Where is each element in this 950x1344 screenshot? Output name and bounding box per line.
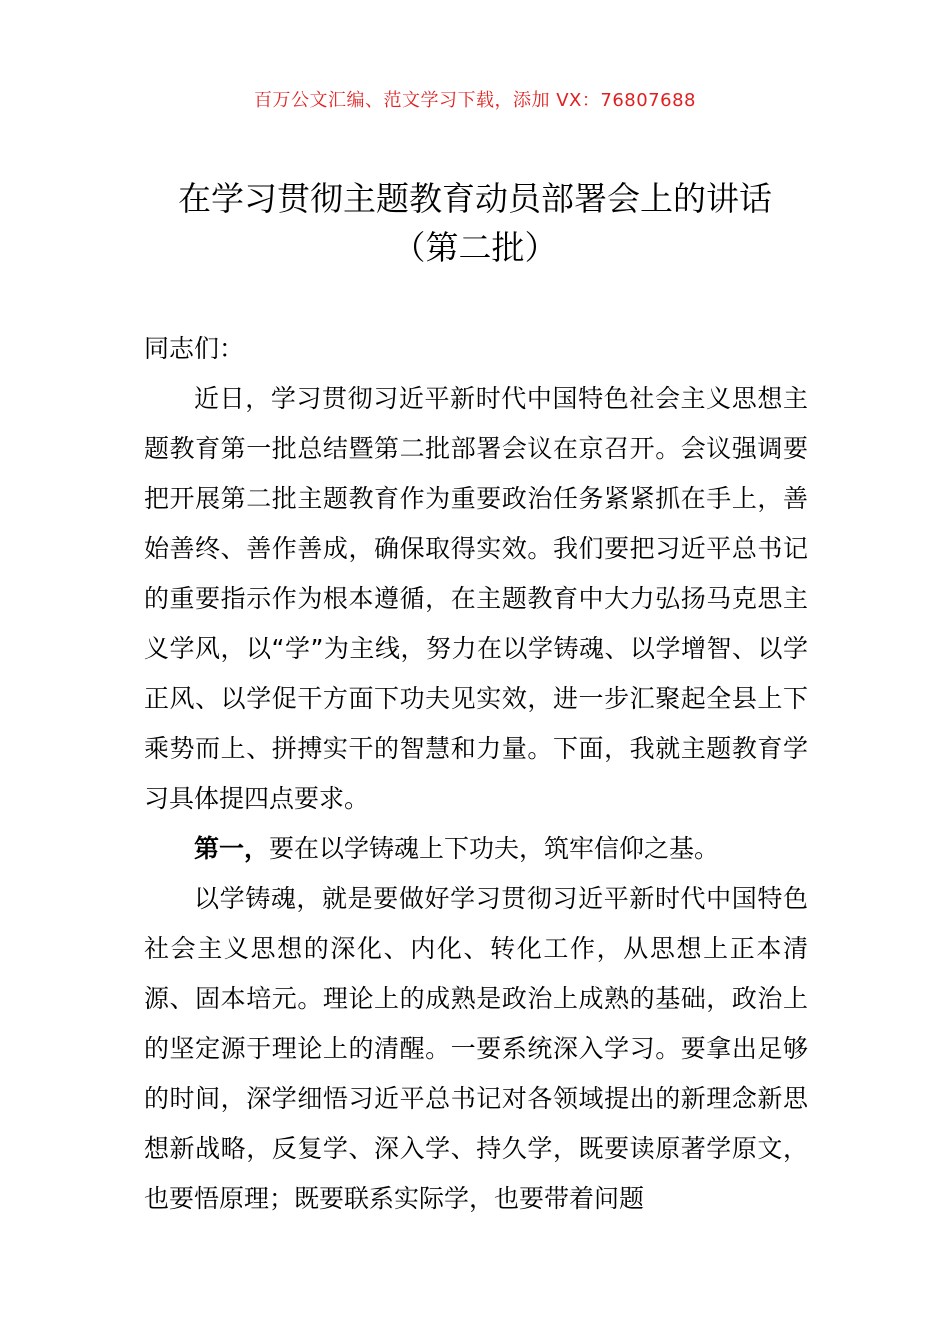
header-promo-note: 百万公文汇编、范文学习下载，添加 VX：76807688 (254, 90, 696, 111)
document-body (144, 324, 808, 1224)
section-heading-text: 要在以学铸魂上下功夫，筑牢信仰之基。 (269, 834, 720, 863)
section-heading-lead: 第一， (194, 834, 270, 863)
section-heading-first (144, 824, 808, 874)
paragraph-first-section: 以学铸魂，就是要做好学习贯彻习近平新时代中国特色社会主义思想的深化、内化、转化工作，从思想上正本清源、固本培元。理论上的成熟是政治上成熟的基础，政治上的坚定源于理论上的清醒。一要系统深入学习。要拿出足够的时间，深学细悟习近平总书记对各领域提出的新理念新思想新战略，反复学、深入学、持久学，既要读原著学原文，也要悟原理；既要联系实际学，也要带着问题 (144, 884, 808, 1213)
paragraph-intro: 近日，学习贯彻习近平新时代中国特色社会主义思想主题教育第一批总结暨第二批部署会议在京召开。会议强调要把开展第二批主题教育作为重要政治任务紧紧抓在手上，善始善终、善作善成，确保取得实效。我们要把习近平总书记的重要指示作为根本遵循，在主题教育中大力弘扬马克思主义学风，以“学”为主线，努力在以学铸魂、以学增智、以学正风、以学促干方面下功夫见实效，进一步汇聚起全县上下乘势而上、拼搏实干的智慧和力量。下面，我就主题教育学习具体提四点要求。 (144, 384, 808, 813)
salutation: 同志们： (144, 334, 245, 363)
document-title-line-1: 在学习贯彻主题教育动员部署会上的讲话 (178, 179, 772, 218)
document-title-line-2: （第二批） (392, 228, 558, 267)
